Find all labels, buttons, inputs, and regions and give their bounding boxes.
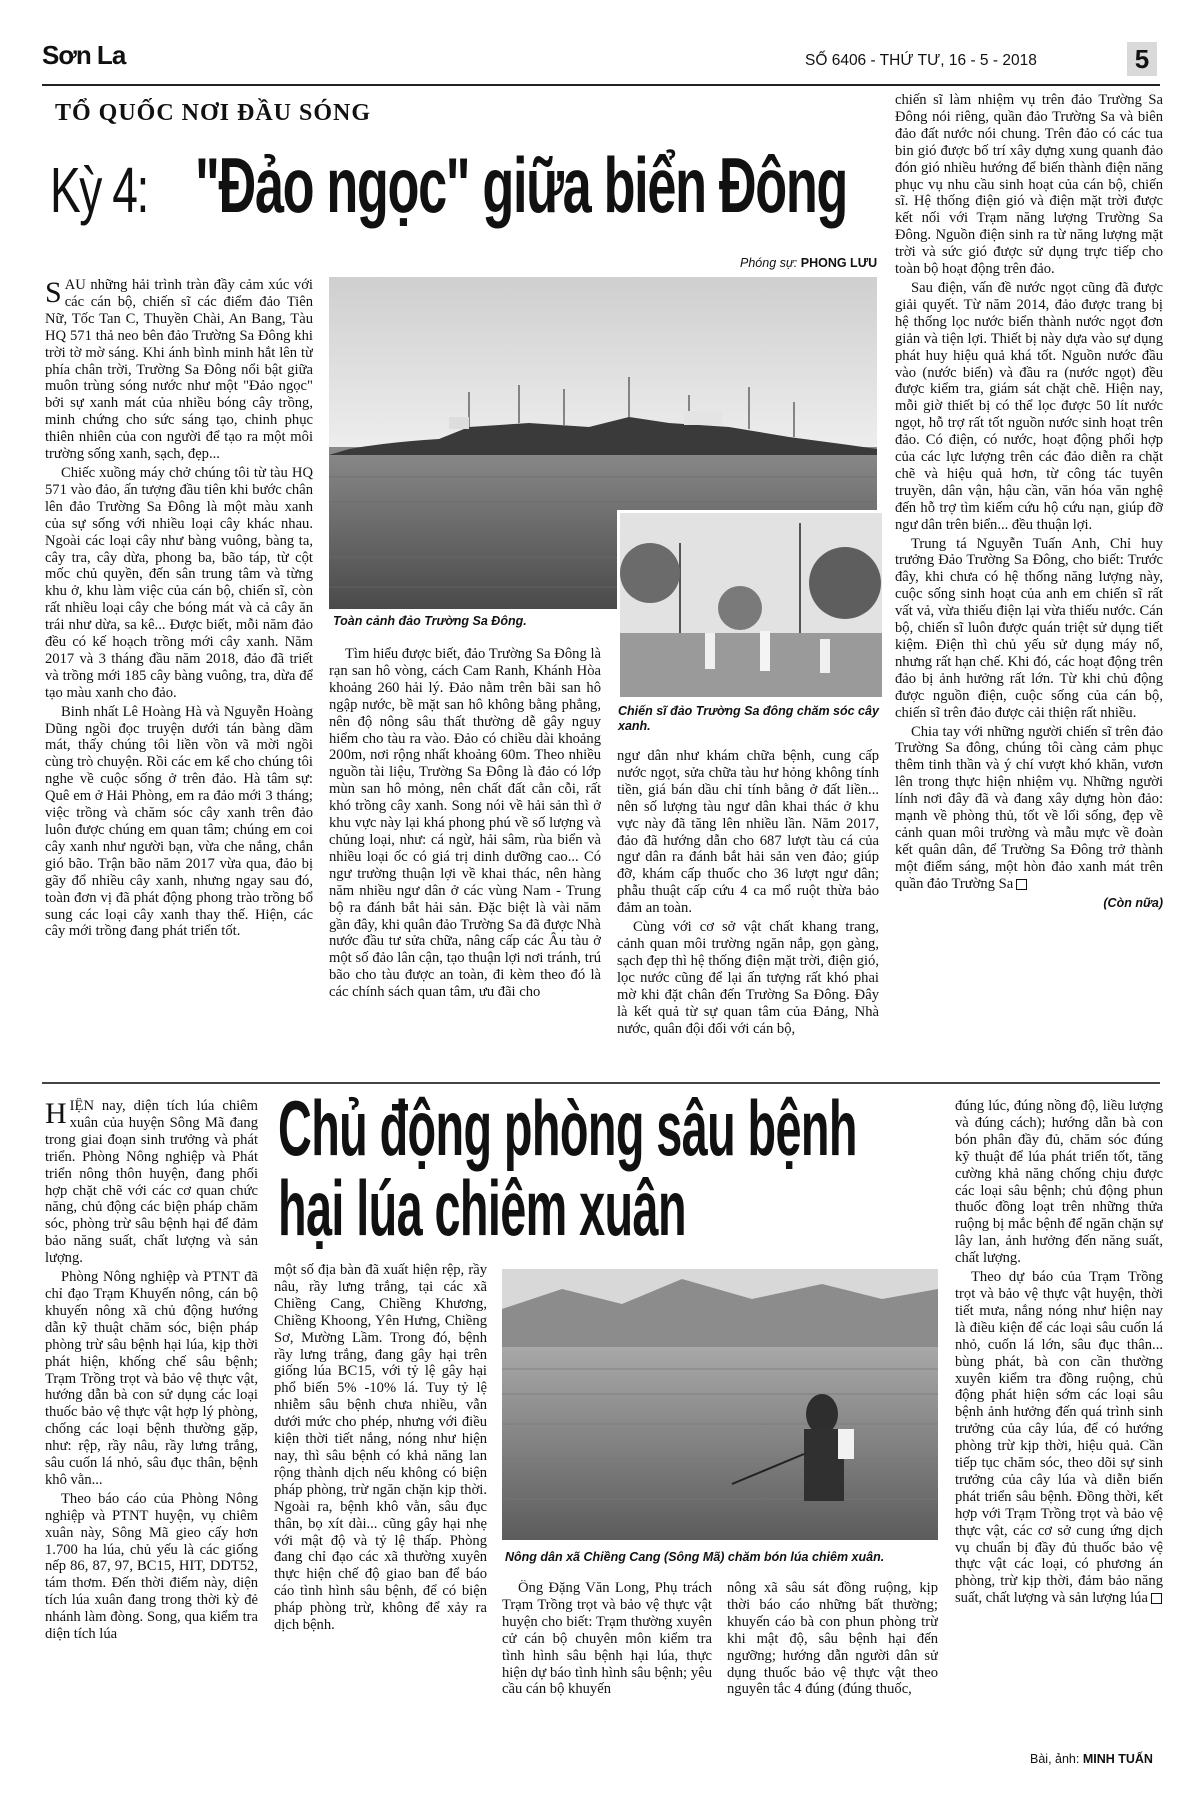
article1-col4-p2: Sau điện, vấn đề nước ngọt cũng đã được giải quyết. Từ năm 2014, đảo được trang bị hệ thống lọc nước biển thành nước ngọt đơn giản và tiện lợi. Thiết bị này dựa vào sự dụng phát huy hiệu quả khá tốt. Nguồn nước đầu vào (nước biển) và đầu ra (nước ngọt) đều được kiểm tra, giám sát chặt chẽ. Hiện nay, mỗi giờ thiết bị có thể lọc được 50 lít nước ngọt, hỗ trợ rất tốt nguồn nước sinh hoạt trên đảo. Có điện, có nước, hoạt động phối hợp của các lực lượng trên các đảo diễn ra chặt chẽ và hiệu quả hơn, từ công tác tuyên truyền, dân vận, hậu cần, văn hóa văn nghệ đến hỗ trợ tìm kiếm cứu hộ cứu nạn, giúp đỡ ngư dân trên biển... đều thuận lợi. [895, 279, 1163, 533]
article2-col4-p1: nông xã sâu sát đồng ruộng, kịp thời báo cáo những bất thường; khuyến cáo bà con phun phòng trừ khi mật độ, sâu bệnh hại đến ngưỡng; hướng dẫn người dân sử dụng thuốc bảo vệ thực vật theo nguyên tắc 4 đúng (đúng thuốc, [727, 1580, 938, 1698]
byline-label: Phóng sự: [740, 256, 798, 270]
article1-col3-p2: Cùng với cơ sở vật chất khang trang, cảnh quan môi trường ngăn nắp, gọn gàng, sạch đẹp thì hệ thống điện mặt trời, điện gió, lọc nước cũng để lại ấn tượng rất khó phai mờ khi đặt chân đến Trường Sa Đông. Đây là kết quả từ sự quan tâm của Đảng, Nhà nước, quân đội đối với cán bộ, [617, 919, 879, 1037]
article1-col3-p1: ngư dân như khám chữa bệnh, cung cấp nước ngọt, sửa chữa tàu hư hỏng không tính tiền, giá bán dầu chỉ tính bằng ở đất liền... nên số lượng tàu ngư dân khai thác ở khu vực này đã tăng lên nhiều lần. Năm 2017, đảo đã hướng dẫn cho 687 lượt tàu cá của ngư dân ra đánh bắt hải sản ven đảo; giúp đỡ, khám cấp thuốc cho 36 lượt ngư dân; phẫu thuật cấp cứu 4 ca mổ ruột thừa bảo đảm an toàn. [617, 748, 879, 917]
article2-title-line2: hại lúa chiêm xuân [278, 1164, 686, 1252]
photo2-caption: Chiến sĩ đảo Trường Sa đông chăm sóc cây xanh. [618, 704, 879, 733]
farmer-rice-field-image [502, 1269, 938, 1540]
article2-byline [1030, 1752, 1153, 1766]
article2-column-3 [502, 1580, 712, 1770]
article1-col2-p1: Tìm hiểu được biết, đảo Trường Sa Đông là rạn san hô vòng, cách Cam Ranh, Khánh Hòa khoảng 260 hải lý. Đảo nằm trên bãi san hô ngập nước, bề mặt san hô không bằng phẳng, nên độ nông sâu thất thường dễ gây nguy hiểm cho tàu ra vào. Đảo có chiều dài khoảng 200m, nơi rộng nhất khoảng 60m. Theo nhiều nguồn tài liệu, Trường Sa Đông là đảo có lớp mùn san hô mỏng, nên chất đất cằn cỗi, rất khó trồng cây xanh. Song nói về hải sản thì ở khu vực này lại khá phong phú về số lượng và chủng loại, như: cá ngừ, hải sâm, rùa biển và nhiều loại ốc có giá trị dinh dưỡng cao... Có ngư trường thuận lợi về khai thác, nên hàng năm nhiều ngư dân ở các vùng Nam - Trung bộ ra đánh bắt hải sản. Đặc biệt là vài năm gần đây, khi quân đảo Trường Sa đã được Nhà nước đầu tư sửa chữa, nâng cấp các Âu tàu ở một số đảo lân cận, tạo thuận lợi nơi tránh, trú bão cho tàu được an toàn, đi kèm theo đó là các chính sách quan tâm, ưu đãi cho [329, 646, 601, 1001]
article1-title: "Đảo ngọc" giữa biển Đông [195, 141, 847, 229]
article1-col1-p3: Binh nhất Lê Hoàng Hà và Nguyễn Hoàng Dũng ngồi đọc truyện dưới tán bàng dầm mát, thấy chúng tôi liền vồn vã mời ngồi cùng trò chuyện. Rồi các em kể cho chúng tôi nghe về cuộc sống ở trên đảo. Hà tâm sự: Quê em ở Hải Phòng, em ra đảo mới 3 tháng; việc trồng và chăm sóc cây xanh trên đảo luôn được chúng em quan tâm; chúng em coi cây xanh như người bạn, vừa che nắng, chắn gió bão. Trận bão năm 2017 vừa qua, đảo bị gãy đổ nhiều cây xanh, nhưng ngay sau đó, toàn đơn vị đã phát động phong trào trồng bổ sung các loại cây xanh thay thế. Hiện, các cây mới trồng đang phát triển tốt. [45, 703, 313, 940]
article2-col1-p2: Phòng Nông nghiệp và PTNT đã chỉ đạo Trạm Khuyến nông, cán bộ khuyến nông xã chủ động hướng dẫn kỹ thuật chăm sóc, biện pháp phòng trừ sâu bệnh hại lúa, kịp thời phát hiện, khống chế sâu bệnh; Trạm Trồng trọt và bảo vệ thực vật, hướng dẫn bà con sử dụng các loại thuốc bảo vệ thực vật hợp lý phòng, chống các loại bệnh thường gặp, như: rệp, rầy nâu, rầy lưng trắng, sâu cuốn lá nhỏ, sâu đục thân, bệnh khô vằn... [45, 1269, 258, 1488]
article1-column-3 [617, 748, 879, 1077]
article2-col1-p3: Theo báo cáo của Phòng Nông nghiệp và PTNT huyện, vụ chiêm xuân này, Sông Mã gieo cấy hơn 1.700 ha lúa, chủ yếu là các giống nếp 86, 87, 97, BC15, HIT, DDT52, tám thơm. Đến thời điểm này, diện tích lúa xuân đang trong thời kỳ đẻ nhánh làm đòng. Song, qua kiểm tra diện tích lúa [45, 1490, 258, 1643]
header-rule [42, 84, 1160, 86]
soldiers-trees-image [620, 513, 882, 697]
photo3-caption: Nông dân xã Chiềng Cang (Sông Mã) chăm bón lúa chiêm xuân. [505, 1550, 885, 1564]
byline-author: MINH TUẤN [1082, 1752, 1153, 1766]
article1-col1-p2: Chiếc xuồng máy chở chúng tôi từ tàu HQ 571 vào đảo, ấn tượng đầu tiên khi bước chân lên đảo Trường Sa Đông là một màu xanh của sự sống với nhiều loại cây khác nhau. Ngoài các loại cây như bàng vuông, bàng ta, cây tra, cây dừa, phong ba, bão táp, từ cột mốc chủ quyền, đến sân trung tâm và từng khu ở, khu làm việc của cán bộ, chiến sĩ, còn rất nhiều loại cây che bóng mát và cả cây ăn trái như dừa, sa kê... Được biết, mỗi năm đảo đều có kế hoạch trồng mới cây xanh. Năm 2017 và 3 tháng đầu năm 2018, đảo đã triết và trồng mới 185 cây bàng vuông, tra, dừa để tạo màu xanh cho đảo. [45, 464, 313, 701]
issue-info: SỐ 6406 - THỨ TƯ, 16 - 5 - 2018 [805, 52, 1037, 69]
photo-soldiers-trees [617, 510, 882, 697]
article1-col4-p3: Trung tá Nguyễn Tuấn Anh, Chỉ huy trưởng Đảo Trường Sa Đông, cho biết: Trước đây, khi chưa có hệ thống năng lượng này, cuộc sống sinh hoạt của anh em chiến sĩ rất vất vả, vừa thiếu điện lại vừa thiếu nước. Cán bộ, chiến sĩ luôn được quán triệt sử dụng tiết kiệm. Điện thì chủ yếu sử dụng máy nổ, nhưng rất hạn chế. Khi đó, các hoạt động trên đảo bị ảnh hưởng rất lớn. Từ khi chủ động được nguồn điện, cuộc sống của cán bộ, chiến sĩ trên đảo được cải thiện rất nhiều. [895, 535, 1163, 721]
page-number: 5 [1127, 42, 1157, 76]
article1-dropcap: S [45, 277, 62, 309]
article1-headline [50, 140, 880, 250]
end-mark-icon [1016, 879, 1027, 890]
continued-note: (Còn nữa) [1103, 895, 1163, 910]
photo-farmer-rice-field [502, 1269, 938, 1540]
article2-column-4 [727, 1580, 938, 1770]
article2-col2-p1: một số địa bàn đã xuất hiện rệp, rầy nâu, rầy lưng trắng, tại các xã Chiềng Cang, Chiềng Khương, Chiềng Khoong, Yên Hưng, Chiềng Sơ, Mường Lầm. Trong đó, bệnh rầy lưng trắng, đang gây hại trên giống lúa BC15, với tỷ lệ gây hại phổ biến 5% -10% lá. Tuy tỷ lệ nhiễm sâu bệnh chưa nhiều, vẫn dưới mức cho phép, nhưng với điều kiện thời tiết nắng, nóng như hiện nay, thì sâu bệnh có khả năng lan rộng thành dịch nếu không có biện pháp phòng, trừ ngăn chặn kịp thời. Ngoài ra, bệnh khô vằn, sâu đục thân, bọ xít dài... cũng gây hại nhẹ với mật độ và tỷ lệ thấp. Phòng đang chỉ đạo các xã thường xuyên thực hiện chế độ giao ban để báo cáo tình hình sâu bệnh, để có biện pháp phòng trừ, không để xảy ra dịch bệnh. [274, 1262, 487, 1634]
article1-column-1 [45, 277, 313, 1077]
article1-col4-p4 [895, 724, 1163, 893]
article1-col4-p1: chiến sĩ làm nhiệm vụ trên đảo Trường Sa Đông nói riêng, quần đảo Trường Sa và biên đảo đất nước nói chung. Trên đảo có các tua bin gió được bố trí xây dựng xung quanh đảo đón gió nhiều hướng để biến thành điện năng phục vụ nhu cầu sinh hoạt của cán bộ, chiến sĩ. Hệ thống điện gió và điện mặt trời được kết nối với Trạm năng lượng Trường Sa Đông. Nguồn điện sinh ra từ năng lượng mặt trời và sức gió được sử dụng trực tiếp cho toàn bộ hoạt động trên đảo. [895, 92, 1163, 278]
article2-col1-p1: IỆN nay, diện tích lúa chiêm xuân của huyện Sông Mã đang trong giai đoạn sinh trưởng và phát triển. Phòng Nông nghiệp và Phát triển nông thôn huyện, đang phối hợp chặt chẽ với các cơ quan chức năng, chủ động các biện pháp chăm sóc, phòng trừ sâu bệnh hại để đảm bảo năng suất, chất lượng và sản lượng. [45, 1098, 258, 1267]
article1-byline [740, 256, 877, 270]
article1-col1-p1: AU những hải trình tràn đầy cảm xúc với các cán bộ, chiến sĩ các điểm đảo Tiên Nữ, Tốc Tan C, Thuyền Chài, An Bang, Tàu HQ 571 thả neo bên đảo Trường Sa Đông khi trời tờ mờ sáng. Khi ánh bình minh hắt lên từ phía chân trời, Trường Sa Đông nổi bật giữa muôn trùng sóng nước như một "Đảo ngọc" bởi sự xanh mát của nhiều bóng cây trồng, minh chứng cho sức sáng tạo, chinh phục thiên nhiên của con người để tạo ra một môi trường sống xanh, sạch, đẹp... [45, 277, 313, 463]
article2-col3-p1: Ông Đặng Văn Long, Phụ trách Trạm Trồng trọt và bảo vệ thực vật huyện cho biết: Trạm thường xuyên cử cán bộ chuyên môn kiểm tra tình hình sâu bệnh hại lúa, thực hiện dự báo tình hình sâu bệnh; yêu cầu cán bộ khuyến [502, 1580, 712, 1698]
article1-column-4 [895, 92, 1163, 1077]
article2-dropcap: H [45, 1098, 67, 1130]
photo1-caption: Toàn cảnh đảo Trường Sa Đông. [333, 614, 527, 628]
article2-column-1 [45, 1098, 258, 1770]
article2-headline [278, 1084, 950, 1258]
article2-col5-p1: đúng lúc, đúng nồng độ, liều lượng và đúng cách); hướng dẫn bà con bón phân đầy đủ, chăm sóc đúng kỹ thuật để lúa phát triển tốt, tăng cường khả năng chống chịu được các loại sâu bệnh; chủ động phun thuốc đồng loạt trên những thửa ruộng bị mắc bệnh để ngăn chặn sự lây lan, ảnh hưởng đến năng suất, chất lượng. [955, 1098, 1163, 1267]
article2-column-2 [274, 1262, 487, 1770]
series-label: TỔ QUỐC NƠI ĐẦU SÓNG [55, 100, 372, 126]
end-mark-icon [1151, 1593, 1162, 1604]
byline-label: Bài, ảnh: [1030, 1752, 1080, 1766]
article1-column-2 [329, 646, 601, 1077]
article2-col5-p2-text: Theo dự báo của Trạm Trồng trọt và bảo vệ thực vật huyện, thời tiết mưa, nắng nóng như hiện nay là điều kiện để các loại sâu cuốn lá nhỏ, cuốn lá lớn, sâu đục thân... bùng phát, bà con cần thường xuyên kiểm tra đồng ruộng, chủ động phát hiện sớm các loại sâu bệnh ảnh hưởng đến quá trình sinh trưởng của cây lúa, để có hướng phòng trừ kịp thời, hiệu quả. Cần tiếp tục chăm sóc, theo dõi sự sinh trưởng của cây lúa và diễn biến phát triển sâu bệnh. Đồng thời, kết hợp với Trạm Trồng trọt và bảo vệ thực vật, các cơ sở cung ứng dịch vụ chuẩn bị đầy đủ thuốc bảo vệ thực vật các loại, có phương án phòng, trừ kịp thời, đảm bảo năng suất, chất lượng và sản lượng lúa [955, 1269, 1163, 1607]
article1-title-prefix: Kỳ 4: [50, 154, 148, 226]
article2-col5-p2 [955, 1269, 1163, 1607]
publication-name: Sơn La [42, 40, 126, 70]
article1-col4-p4-text: Chia tay với những người chiến sĩ trên đảo Trường Sa đông, chúng tôi càng cảm phục thêm tinh thần và ý chí vượt khó khăn, vươn lên trong thực hiện nhiệm vụ. Những người lính nơi đây đã và đang xây dựng hòn đảo: mạnh về phòng thủ, tốt về lối sống, đẹp về cảnh quan môi trường và mẫu mực về đoàn kết quân dân, để Trường Sa Đông trở thành một điểm sáng, một hòn đảo xanh mát trên quần đảo Trường Sa [895, 723, 1163, 892]
article2-column-5 [955, 1098, 1163, 1748]
byline-author: PHONG LƯU [800, 256, 878, 270]
article2-title-line1: Chủ động phòng sâu bệnh [278, 1084, 857, 1172]
